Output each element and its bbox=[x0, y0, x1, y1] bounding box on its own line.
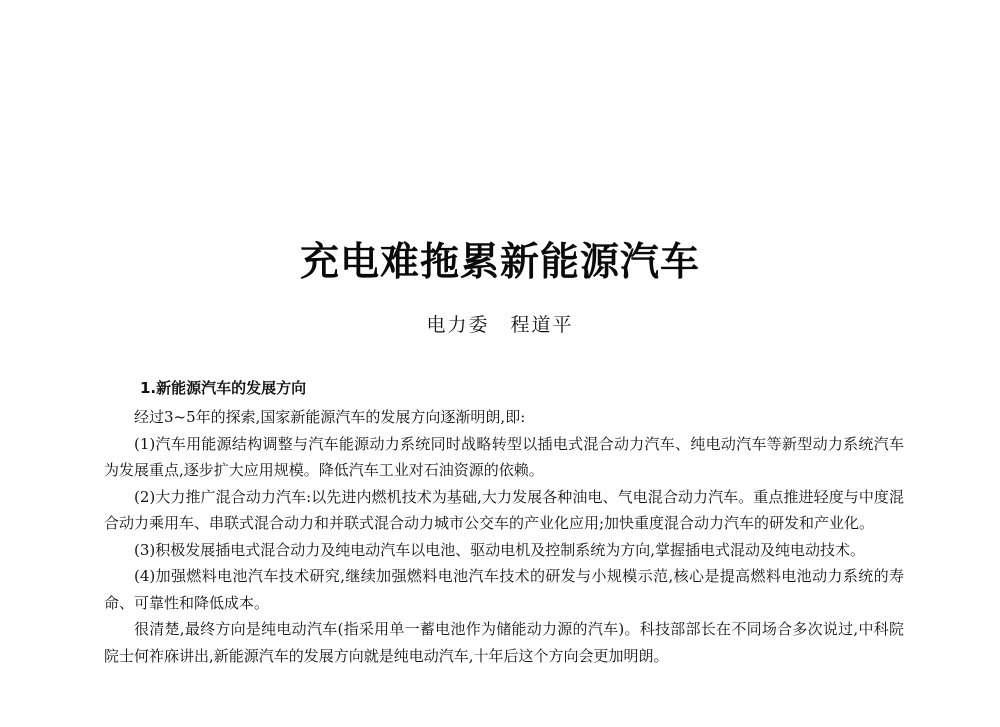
paragraph-item-2: (2)大力推广混合动力汽车:以先进内燃机技术为基础,大力发展各种油电、气电混合动力汽车。重点推进轻度与中度混合动力乘用车、串联式混合动力和并联式混合动力城市公交车的产业化应用;加快重度混合动力汽车的研发和产业化。 bbox=[104, 487, 904, 532]
article-body bbox=[104, 404, 904, 669]
article-title: 充电难拖累新能源汽车 bbox=[299, 240, 700, 285]
paragraph-item-1: (1)汽车用能源结构调整与汽车能源动力系统同时战略转型以插电式混合动力汽车、纯电动汽车等新型动力系统汽车为发展重点,逐步扩大应用规模。降低汽车工业对石油资源的依赖。 bbox=[104, 434, 904, 479]
paragraph-intro: 经过3~5年的探索,国家新能源汽车的发展方向逐渐明朗,即: bbox=[134, 408, 526, 426]
section-heading: 1.新能源汽车的发展方向 bbox=[140, 379, 307, 397]
paragraph-item-4: (4)加强燃料电池汽车技术研究,继续加强燃料电池汽车技术的研发与小规模示范,核心是提高燃料电池动力系统的寿命、可靠性和降低成本。 bbox=[104, 567, 904, 612]
paragraph-conclusion: 很清楚,最终方向是纯电动汽车(指采用单一蓄电池作为储能动力源的汽车)。科技部部长在不同场合多次说过,中科院院士何祚庥讲出,新能源汽车的发展方向就是纯电动汽车,十年后这个方向会更加明朗。 bbox=[104, 620, 904, 665]
article-authors: 电力委 程道平 bbox=[426, 314, 574, 336]
paragraph-item-3: (3)积极发展插电式混合动力及纯电动汽车以电池、驱动电机及控制系统为方向,掌握插电式混动及纯电动技术。 bbox=[134, 540, 866, 559]
